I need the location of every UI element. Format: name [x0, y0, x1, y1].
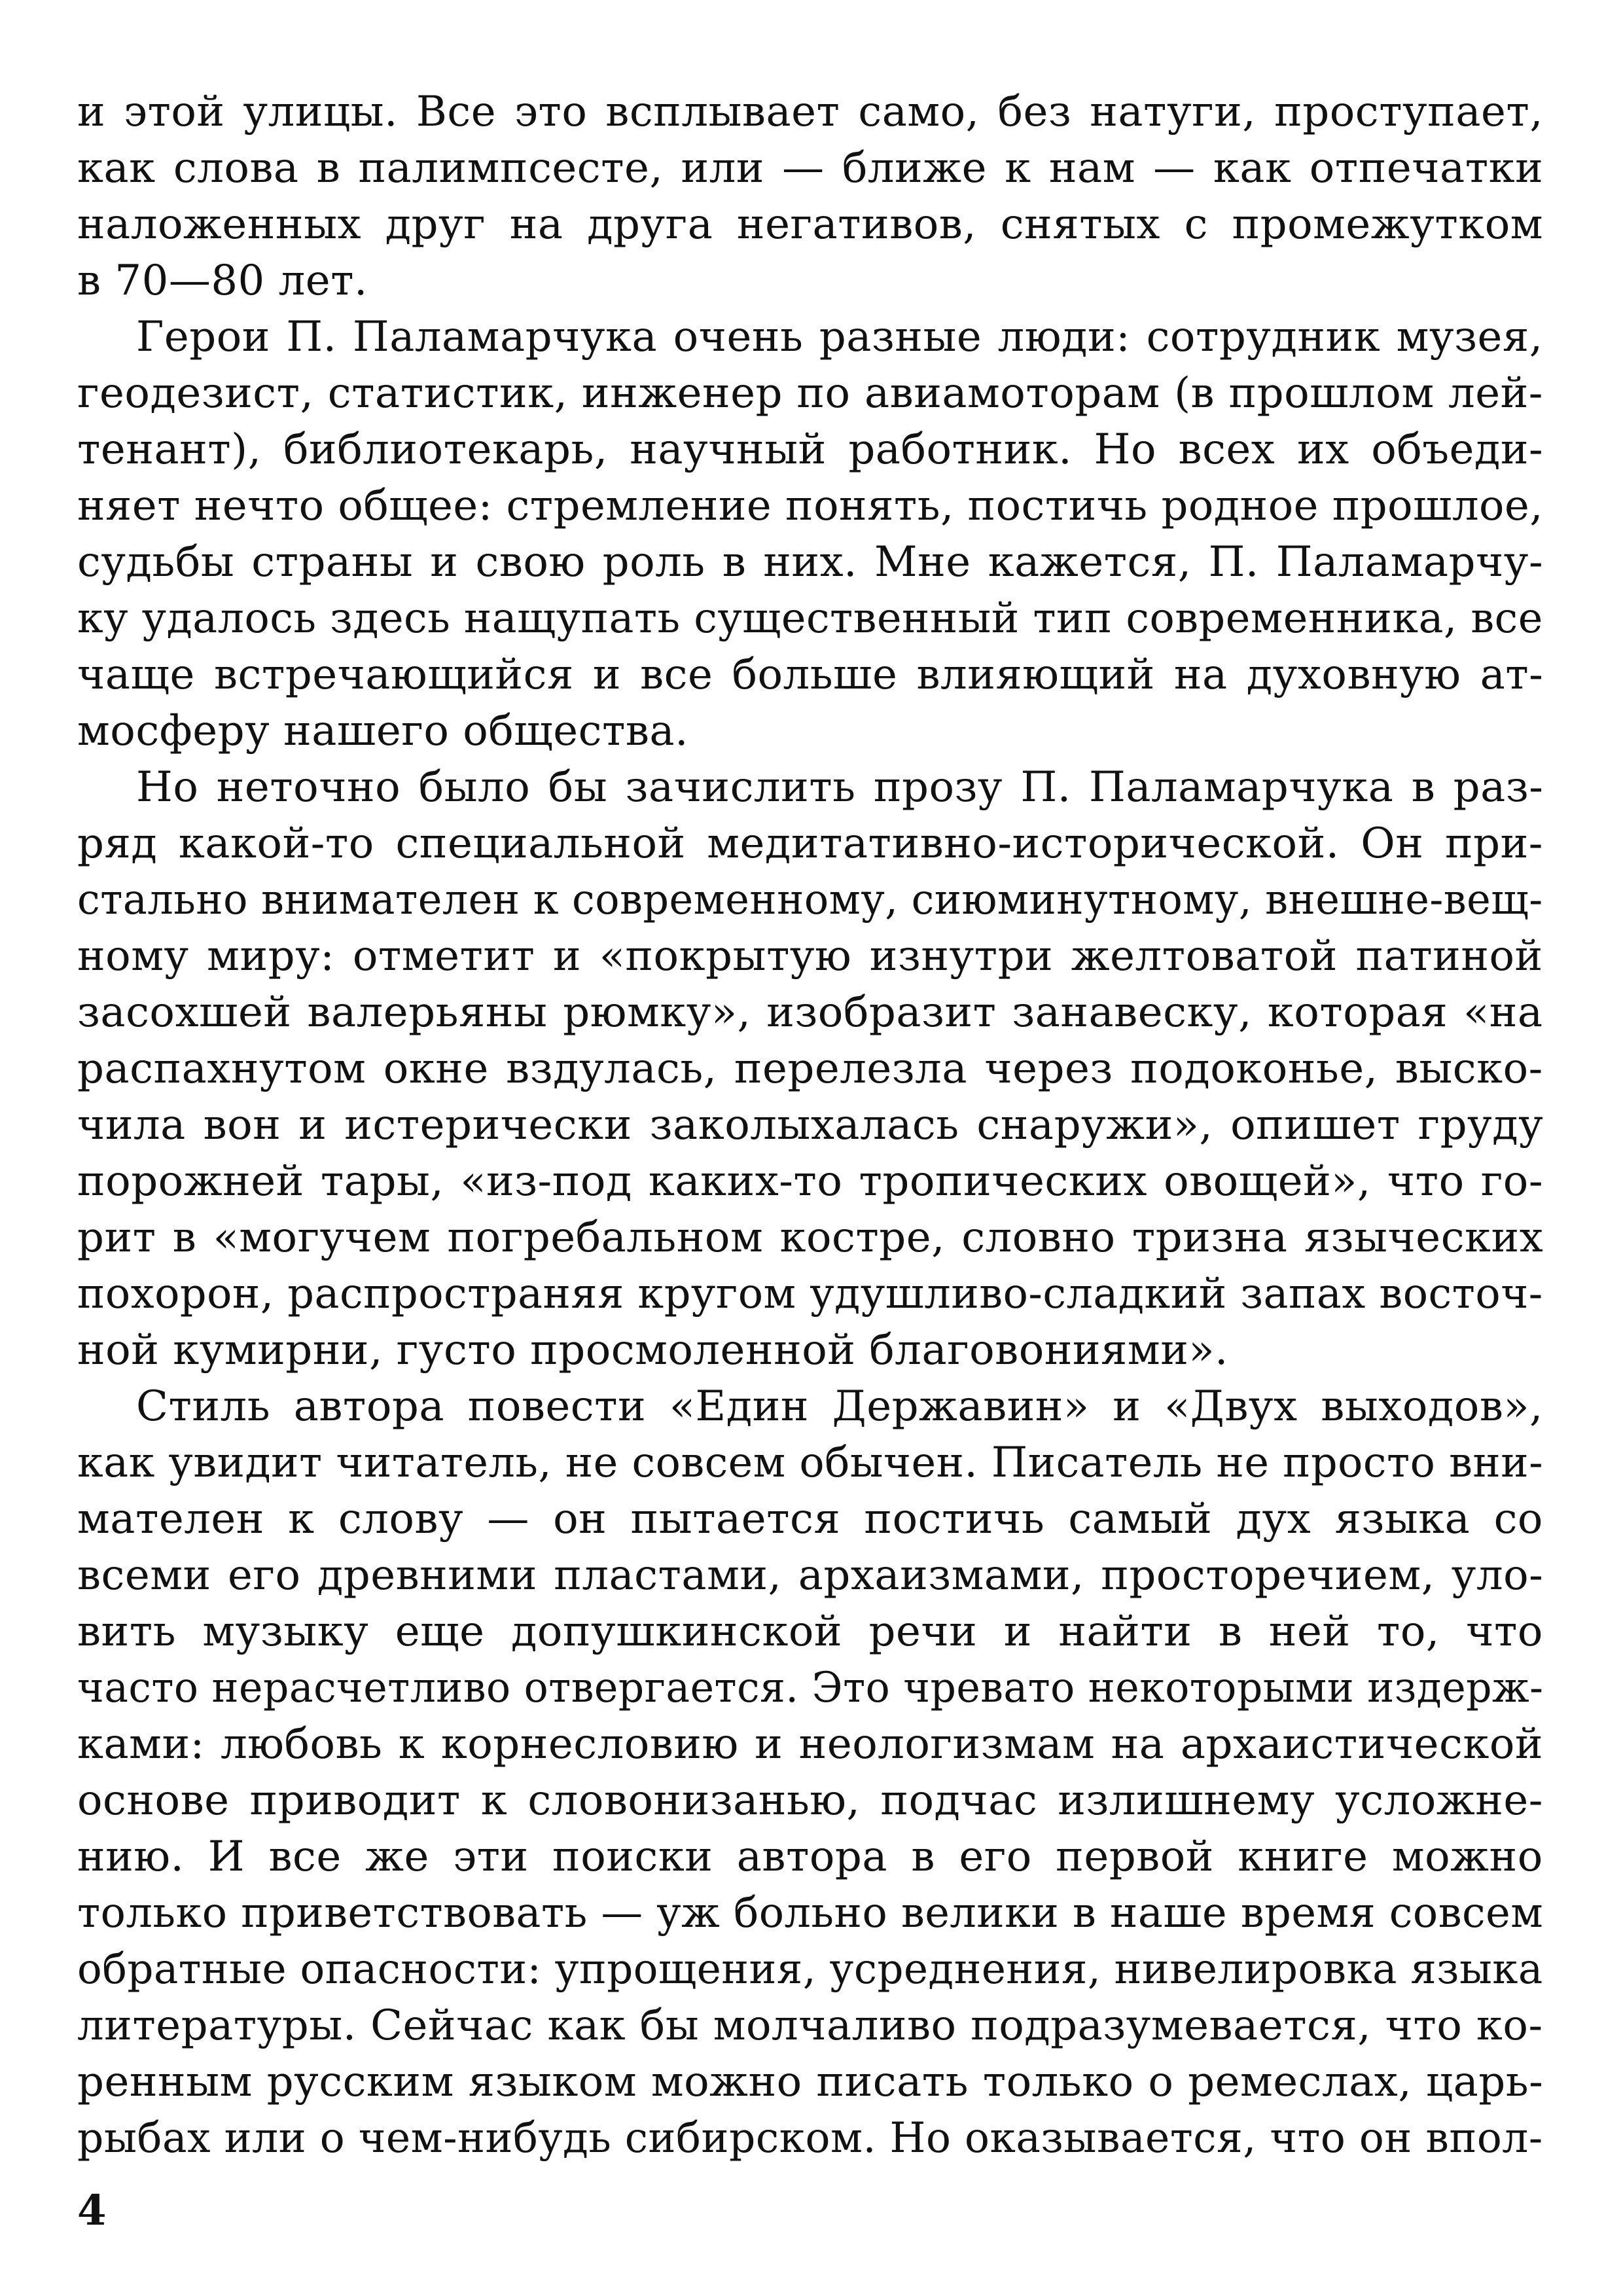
text-line: наложенных друг на друга негативов, снятых с промежутком: [77, 200, 1544, 249]
text-line: часто нерасчетливо отвергается. Это чревато некоторыми издерж-: [77, 1664, 1544, 1712]
text-line: вить музыку еще допушкинской речи и найти в ней то, что: [77, 1607, 1543, 1656]
text-line: Но неточно было бы зачислить прозу П. Паламарчука в раз-: [136, 763, 1544, 812]
text-line: всеми его древними пластами, архаизмами, просторечием, уло-: [77, 1551, 1544, 1600]
text-line: основе приводит к словонизанью, подчас излишнему усложне-: [77, 1776, 1543, 1825]
text-line: мосферу нашего общества.: [77, 707, 688, 755]
text-line: ряд какой-то специальной медитативно-исторической. Он при-: [77, 819, 1543, 868]
text-line: как увидит читатель, не совсем обычен. Писатель не просто вни-: [77, 1439, 1544, 1487]
text-line: как слова в палимпсесте, или — ближе к нам — как отпечатки: [77, 144, 1544, 192]
text-line: мателен к слову — он пытается постичь самый дух языка со: [77, 1495, 1543, 1543]
text-line: только приветствовать — уж больно велики в наше время совсем: [77, 1889, 1544, 1937]
text-line: тенант), библиотекарь, научный работник. Но всех их объеди-: [77, 425, 1544, 474]
text-line: распахнутом окне вздулась, перелезла через подоконье, выско-: [77, 1045, 1543, 1093]
text-line: порожней тары, «из-под каких-то тропических овощей», что го-: [77, 1157, 1543, 1206]
page-number: 4: [77, 2186, 107, 2235]
text-line: литературы. Сейчас как бы молчаливо подразумевается, что ко-: [77, 2001, 1543, 2050]
text-line: засохшей валерьяны рюмку», изобразит занавеску, которая «на: [77, 988, 1543, 1037]
text-line: рыбах или о чем-нибудь сибирском. Но оказывается, что он впол-: [77, 2114, 1543, 2162]
text-line: судьбы страны и свою роль в них. Мне кажется, П. Паламарчу-: [77, 538, 1544, 586]
text-line: и этой улицы. Все это всплывает само, без натуги, проступает,: [77, 88, 1544, 136]
text-line: ренным русским языком можно писать только о ремеслах, царь-: [77, 2058, 1544, 2106]
text-line: стально внимателен к современному, сиюминутному, внешне-вещ-: [77, 876, 1543, 924]
text-line: похорон, распространяя кругом удушливо-сладкий запах восточ-: [77, 1270, 1543, 1318]
text-line: ному миру: отметит и «покрытую изнутри желтоватой патиной: [77, 932, 1543, 980]
text-line: ками: любовь к корнесловию и неологизмам на архаистической: [77, 1720, 1544, 1768]
text-line: рит в «могучем погребальном костре, словно тризна языческих: [77, 1213, 1544, 1262]
text-line: ку удалось здесь нащупать существенный тип современника, все: [77, 594, 1543, 643]
text-line: обратные опасности: упрощения, усреднения, нивелировка языка: [77, 1945, 1543, 1994]
text-line: ной кумирни, густо просмоленной благовониями».: [77, 1326, 1228, 1374]
text-line: Стиль автора повести «Един Державин» и «Двух выходов»,: [136, 1382, 1543, 1431]
text-line: в 70—80 лет.: [77, 257, 368, 305]
text-line: чаще встречающийся и все больше влияющий на духовную ат-: [77, 651, 1544, 699]
text-line: нию. И все же эти поиски автора в его первой книге можно: [77, 1833, 1543, 1881]
text-line: няет нечто общее: стремление понять, постичь родное прошлое,: [77, 482, 1544, 530]
text-line: Герои П. Паламарчука очень разные люди: сотрудник музея,: [136, 313, 1543, 361]
text-line: геодезист, статистик, инженер по авиамоторам (в прошлом лей-: [77, 369, 1543, 418]
text-line: чила вон и истерически заколыхалась снаружи», опишет груду: [77, 1101, 1544, 1149]
